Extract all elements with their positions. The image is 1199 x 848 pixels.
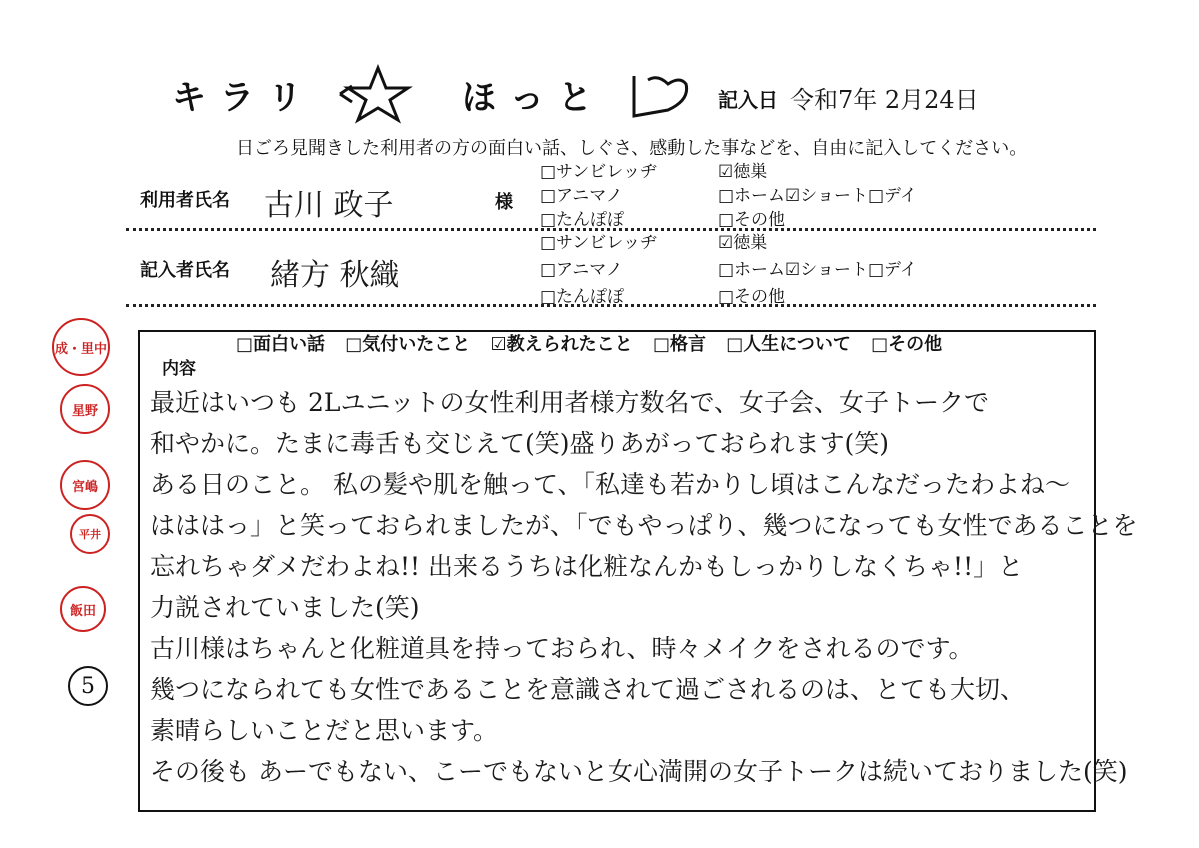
content-line: 最近はいつも 2Lユニットの女性利用者様方数名で、女子会、女子トークで	[150, 388, 989, 417]
content-label: 内容	[162, 359, 196, 379]
category-checkboxes[interactable]: □面白い話 □気付いたこと ☑教えられたこと □格言 □人生について □その他	[236, 334, 943, 355]
content-line: 幾つになられても女性であることを意識されて過ごされるのは、とても大切、	[150, 675, 1026, 704]
content-line: 和やかに。たまに毒舌も交じえて(笑)盛りあがっておられます(笑)	[150, 429, 890, 458]
user-name-label: 利用者氏名	[140, 190, 230, 211]
approval-stamp: 飯田	[60, 586, 106, 632]
user-name-value: 古川 政子	[264, 188, 394, 223]
honorific-label: 様	[495, 192, 513, 213]
facility-option[interactable]: □その他	[718, 210, 786, 230]
approval-stamp: 星野	[60, 384, 110, 434]
facility-option[interactable]: ☑徳巣	[718, 233, 768, 253]
content-line: ある日のこと。 私の髪や肌を触って、「私達も若かりし頃はこんなだったわよね〜	[150, 470, 1070, 499]
facility-option[interactable]: □たんぽぽ	[540, 210, 625, 230]
instruction-text: 日ごろ見聞きした利用者の方の面白い話、しぐさ、感動した事などを、自由に記入してください。	[236, 138, 1028, 159]
approval-stamp: 成・里中	[52, 318, 110, 376]
form-title-right-wrap	[462, 70, 606, 119]
content-line: 忘れちゃダメだわよね!! 出来るうちは化粧なんかもしっかりしなくちゃ!!」と	[150, 552, 1024, 581]
content-text	[150, 382, 1138, 792]
form-title-right: ほっと	[462, 78, 606, 118]
content-line: 古川様はちゃんと化粧道具を持っておられ、時々メイクをされるのです。	[150, 634, 974, 663]
content-line: 素晴らしいことだと思います。	[150, 716, 499, 745]
content-line: 力説されていました(笑)	[150, 593, 420, 622]
facility-option[interactable]: □ホーム☑ショート□デイ	[718, 260, 917, 280]
facility-option[interactable]: □サンビレッヂ	[540, 162, 658, 182]
approval-stamp: 平井	[70, 514, 110, 554]
facility-option[interactable]: □アニマノ	[540, 260, 623, 280]
form-title	[172, 70, 316, 119]
facility-option[interactable]: □たんぽぽ	[540, 287, 625, 307]
star-icon	[338, 64, 418, 124]
content-line: はははっ」と笑っておられましたが、「でもやっぱり、幾つになっても女性であることを	[150, 511, 1138, 540]
writer-facility-right	[718, 230, 917, 311]
facility-option[interactable]: □その他	[718, 287, 786, 307]
date-label: 記入日	[718, 88, 778, 112]
heart-icon	[628, 70, 698, 120]
form-title-left: キラリ	[172, 78, 316, 118]
user-facility-right	[718, 160, 917, 232]
page-number: 5	[68, 666, 108, 706]
facility-option[interactable]: □ホーム☑ショート□デイ	[718, 186, 917, 206]
writer-facility-left	[540, 230, 657, 311]
approval-stamp: 宮嶋	[60, 460, 110, 510]
divider-line	[126, 304, 1096, 307]
writer-name-value: 緒方 秋織	[270, 258, 400, 293]
facility-option[interactable]: □アニマノ	[540, 186, 623, 206]
content-line: その後も あーでもない、こーでもないと女心満開の女子トークは続いておりました(笑)	[150, 757, 1128, 786]
facility-option[interactable]: □サンビレッヂ	[540, 233, 658, 253]
date-value: 令和7年 2月24日	[790, 86, 979, 114]
facility-option[interactable]: ☑徳巣	[718, 162, 768, 182]
user-facility-left	[540, 160, 657, 232]
writer-name-label: 記入者氏名	[140, 260, 230, 281]
